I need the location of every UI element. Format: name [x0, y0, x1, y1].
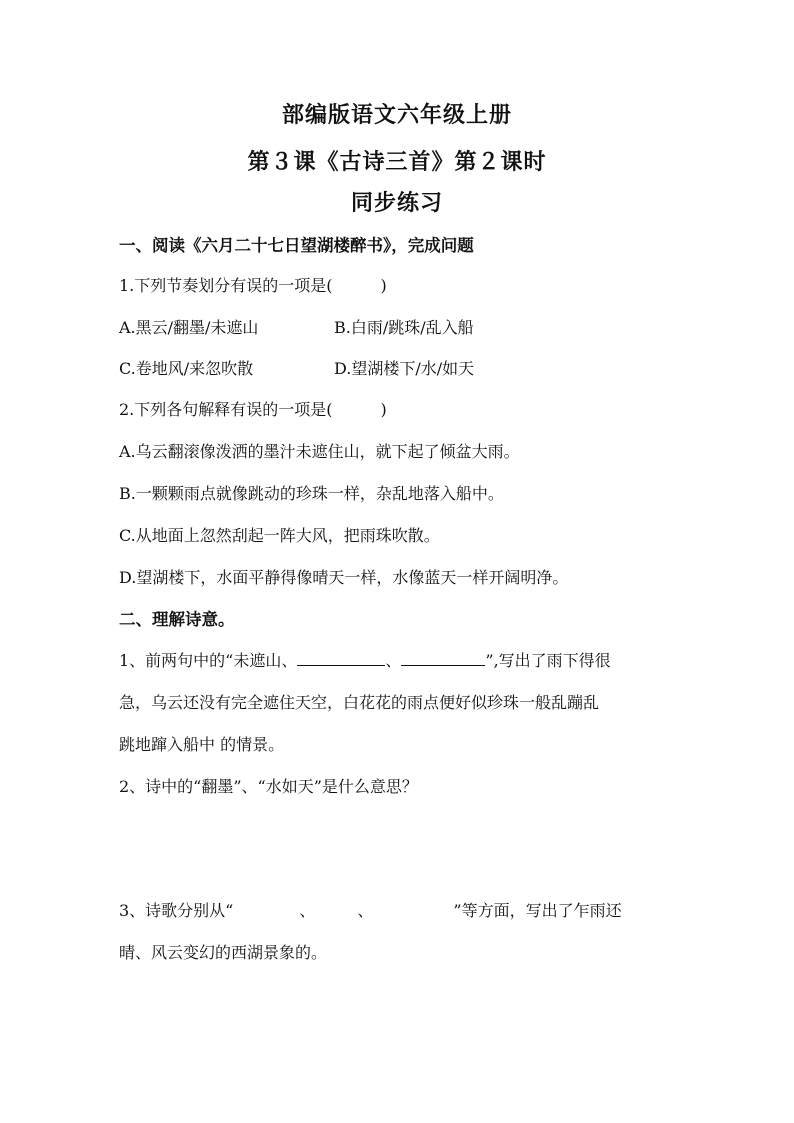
question1-option-a: A.黑云/翻墨/未遮山	[119, 318, 259, 337]
question2-option-b: B.一颗颗雨点就像跳动的珍珠一样，杂乱地落入船中。	[119, 484, 504, 503]
question2-stem: 2.下列各句解释有误的一项是( )	[119, 400, 387, 419]
question1-option-b: B.白雨/跳珠/乱入船	[334, 318, 474, 337]
question1-stem: 1.下列节奏划分有误的一项是( )	[119, 276, 387, 295]
question2-option-a: A.乌云翻滚像泼洒的墨汁未遮住山，就下起了倾盆大雨。	[119, 442, 520, 461]
section2-q3-text-end: ”等方面，写出了乍雨还	[453, 901, 622, 920]
section2-q1-text-start: 1、前两句中的“未遮山、	[119, 651, 298, 670]
section2-q1-text-end: ”,写出了雨下得很	[485, 651, 611, 670]
section2-q3-separator-2: 、	[357, 901, 374, 920]
section2-q1-line2: 急，乌云还没有完全遮住天空，白花花的雨点便好似珍珠一般乱蹦乱	[119, 693, 600, 712]
section2-q3-text-start: 3、诗歌分别从“	[119, 901, 234, 920]
question1-option-c: C.卷地风/来忽吹散	[119, 359, 254, 378]
section2-q1-line3: 跳地蹿入船中 的情景。	[119, 735, 285, 754]
question1-option-d: D.望湖楼下/水/如天	[334, 359, 475, 378]
lesson-title: 第３课《古诗三首》第２课时	[247, 149, 547, 175]
section2-q3-line1	[119, 898, 622, 921]
answer-blank-2[interactable]	[401, 665, 485, 666]
section2-q1-separator: 、	[385, 651, 402, 670]
section2-heading: 二、理解诗意。	[119, 610, 235, 629]
section2-q1-line1	[119, 648, 611, 671]
question2-option-d: D.望湖楼下，水面平静得像晴天一样，水像蓝天一样开阔明净。	[119, 568, 569, 587]
section2-q3-line2: 晴、风云变幻的西湖景象的。	[119, 943, 328, 962]
exercise-title: 同步练习	[350, 190, 443, 216]
section2-q3-separator-1: 、	[299, 901, 316, 920]
section2-q2-text: 2、诗中的“翻墨”、“水如天”是什么意思？	[119, 777, 418, 796]
answer-blank-1[interactable]	[297, 665, 385, 666]
worksheet-title: 部编版语文六年级上册	[281, 102, 512, 128]
section1-heading: 一、阅读《六月二十七日望湖楼醉书》，完成问题	[119, 236, 474, 255]
question2-option-c: C.从地面上忽然刮起一阵大风，把雨珠吹散。	[119, 526, 440, 545]
